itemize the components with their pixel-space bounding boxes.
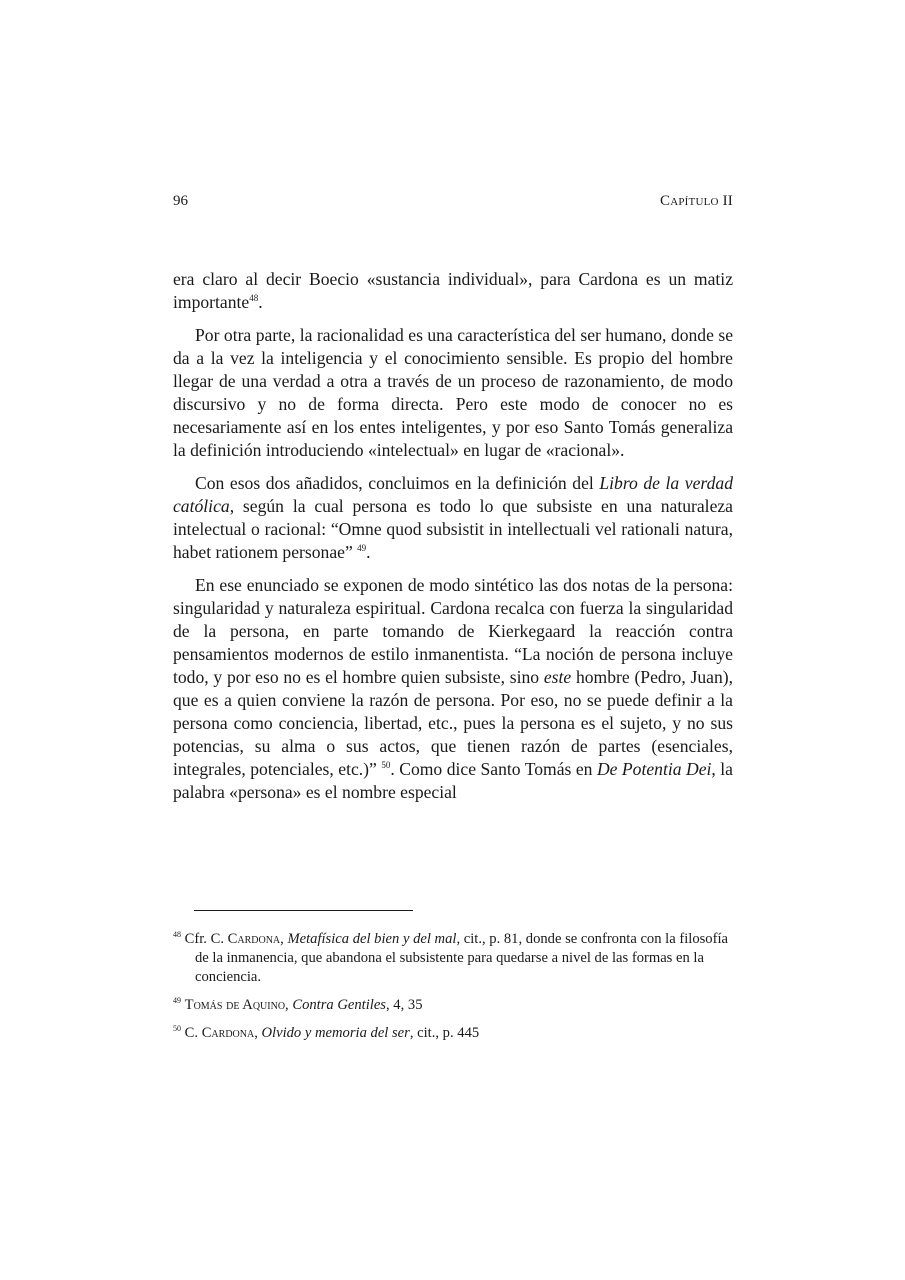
footnote-rest: , cit., p. 445 [409,1025,480,1041]
footnote-50 [173,1024,733,1043]
footnote-49 [173,996,733,1015]
footnote-number: 49 [173,996,181,1005]
footnote-text: C. [184,1025,202,1041]
paragraph-3-text-2: , según la cual persona es todo lo que subsiste en una naturaleza intelectual o racional: “Omne quod subsistit in intellectuali vel rationali natura, habet rationem personae” [173,496,733,562]
paragraph-3 [173,472,733,564]
footnote-ref-49[interactable]: 49 [357,543,367,553]
footnote-author: Cardona [201,1025,255,1041]
footnotes [173,930,733,1052]
paragraph-1-text: era claro al decir Boecio «sustancia individual», para Cardona es un matiz importante [173,269,733,312]
footnote-title: Metafísica del bien y del mal [287,931,457,947]
paragraph-2: Por otra parte, la racionalidad es una característica del ser humano, donde se da a la vez la inteligencia y el conocimiento sensible. Es propio del hombre llegar de una verdad a otra a través de un proceso de razonamiento, de modo discursivo y no de forma directa. Pero este modo de conocer no es necesariamente así en los entes inteligentes, y por eso Santo Tomás generaliza la definición introduciendo «intelectual» en lugar de «racional». [173,325,733,460]
footnote-rest: , 4, 35 [386,997,423,1013]
paragraph-4-text-3: . Como dice Santo Tomás en [390,759,597,779]
footnote-sep: , [280,931,288,947]
page-number: 96 [173,193,188,209]
book-title-libro-verdad: Libro de la verdad católica [173,473,733,516]
footnote-rest: , cit., p. 81, donde se confronta con la filosofía de la inmanencia, que abandona el subsistente para quedarse a nivel de las formas en la conciencia. [195,931,728,985]
paragraph-1 [173,268,733,314]
footnote-title: Contra Gentiles [292,997,386,1013]
running-head: Capítulo II [660,193,733,209]
paragraph-3-text: Con esos dos añadidos, concluimos en la definición del [195,473,600,493]
emphasis-este: este [543,667,572,687]
footnote-sep: , [254,1025,262,1041]
footnote-author: Tomás de Aquino [184,997,286,1013]
paragraph-4-text-2: hombre (Pedro, Juan), que es a quien conviene la razón de persona. Por eso, no se puede definir a la persona como conciencia, libertad, etc., pues la persona es el sujeto, y no sus potencias, su alma o sus actos, que tienen razón de partes (esenciales, integrales, potenciales, etc.)” [173,667,734,779]
footnote-sep: , [285,997,293,1013]
footnote-separator [194,910,413,911]
footnote-number: 50 [173,1024,181,1033]
footnote-text: Cfr. C. [184,931,228,947]
footnote-author: Cardona [227,931,281,947]
paragraph-4-end: , la palabra «persona» es el nombre especial [173,759,733,802]
footnote-title: Olvido y memoria del ser [261,1025,410,1041]
paragraph-4 [173,574,733,804]
book-title-de-potentia-dei: De Potentia Dei [596,759,712,779]
paragraph-1-end: . [258,292,263,312]
body-text [173,268,733,814]
paragraph-3-end: . [366,542,371,562]
footnote-48 [173,930,733,987]
footnote-ref-48[interactable]: 48 [249,293,259,303]
footnote-ref-50[interactable]: 50 [381,760,391,770]
footnote-number: 48 [173,930,181,939]
paragraph-4-text: En ese enunciado se exponen de modo sintético las dos notas de la persona: singularidad y naturaleza espiritual. Cardona recalca con fuerza la singularidad de la persona, en parte tomando de Kierkegaard la reacción contra pensamientos modernos de estilo inmanentista. “La noción de persona incluye todo, y por eso no es el hombre quien subsiste, sino [173,575,733,687]
